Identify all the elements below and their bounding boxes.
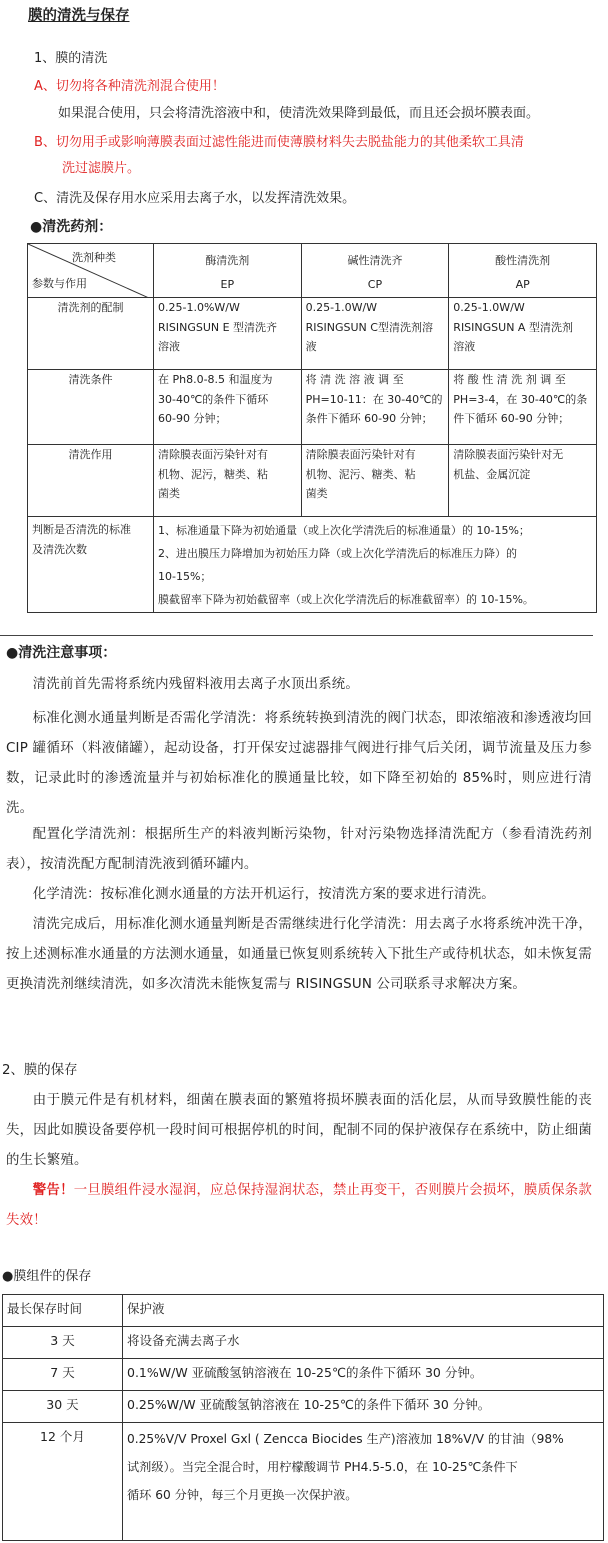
- table-header-row: [3, 1295, 604, 1327]
- note-paragraph: 标准化测水通量判断是否需化学清洗：将系统转换到清洗的阀门状态，即浓缩液和渗透液均回 CIP 罐循环（料液储罐），起动设备，打开保安过滤器排气阀进行排气后关闭，调节流量及压力参数，记录此时的渗透流量并与初始标准化的膜通量比较，如下降至初始的 85%时，则应进行清洗。: [6, 711, 592, 816]
- storage-solution: 将设备充满去离子水: [123, 1327, 604, 1359]
- table-cell: 在 Ph8.0-8.5 和温度为 30-40℃的条件下循环 60-90 分钟；: [153, 370, 301, 445]
- row-label: 清洗条件: [28, 370, 154, 445]
- warning-text: 一旦膜组件浸水湿润，应总保持湿润状态，禁止再变干，否则膜片会损坏，膜质保条款失效！: [6, 1183, 592, 1228]
- corner-bottom-label: 参数与作用: [32, 277, 87, 290]
- table-row: [3, 1391, 604, 1423]
- criteria-text: 1、标准通量下降为初始通量（或上次化学清洗后的标准通量）的 10-15%； 2、进出膜压力降增加为初始压力降（或上次化学清洗后的标准压力降）的 10-15%； 膜截留率下降为初始截留率（或上次化学清洗后的标准截留率）的 10-15%。: [153, 517, 596, 613]
- note-paragraph: 清洗前首先需将系统内残留料液用去离子水顶出系统。: [32, 677, 359, 692]
- criteria-row: [28, 517, 597, 613]
- note-paragraph: 化学清洗：按标准化测水通量的方法开机运行，按清洗方案的要求进行清洗。: [32, 887, 495, 902]
- column-header-ap: 酸性清洗剂 AP: [449, 244, 597, 298]
- table-cell: 0.25-1.0W/W RISINGSUN A 型清洗剂 溶液: [449, 298, 597, 370]
- table-cell: 清除膜表面污染针对有 机物、泥污，糖类、粘 菌类: [153, 445, 301, 517]
- doc-title: 膜的清洗与保存: [28, 8, 130, 24]
- table-corner-cell: [28, 244, 154, 298]
- table-row: [3, 1423, 604, 1541]
- table-cell: 将 酸 性 清 洗 剂 调 至 PH=3-4，在 30-40℃的条 件下循环 60-90 分钟；: [449, 370, 597, 445]
- table-row: [28, 445, 597, 517]
- storage-time: 30 天: [3, 1391, 123, 1423]
- corner-top-label: 洗剂种类: [72, 251, 116, 264]
- table-cell: 将 清 洗 溶 液 调 至 PH=10-11：在 30-40℃的 条件下循环 60-90 分钟；: [301, 370, 449, 445]
- storage-paragraph: 由于膜元件是有机材料，细菌在膜表面的繁殖将损坏膜表面的活化层，从而导致膜性能的丧失，因此如膜设备要停机一段时间可根据停机的时间，配制不同的保护液保存在系统中，防止细菌的生长繁殖。: [6, 1093, 592, 1168]
- criteria-label: 判断是否清洗的标准 及清洗次数: [28, 517, 154, 613]
- rule-a-note: 如果混合使用，只会将清洗溶液中和，使清洗效果降到最低，而且还会损坏膜表面。: [58, 106, 540, 121]
- section-2-heading: 2、膜的保存: [2, 1063, 78, 1078]
- section-1-heading: 1、膜的清洗: [34, 51, 108, 66]
- agents-heading: ●清洗药剂：: [30, 219, 113, 235]
- header-solution: 保护液: [123, 1295, 604, 1327]
- table-cell: 清除膜表面污染针对有 机物、泥污、糖类、粘 菌类: [301, 445, 449, 517]
- table-row: [28, 370, 597, 445]
- table-row: [3, 1327, 604, 1359]
- section-divider: [0, 635, 593, 636]
- column-header-ep: 酶清洗剂 EP: [153, 244, 301, 298]
- storage-time: 12 个月: [3, 1423, 123, 1541]
- warning-paragraph: [6, 1176, 592, 1236]
- table-cell: 0.25-1.0W/W RISINGSUN C型清洗剂溶 液: [301, 298, 449, 370]
- rule-b-line2: 洗过滤膜片。: [62, 161, 141, 176]
- table-cell: 清除膜表面污染针对无 机盐、金属沉淀: [449, 445, 597, 517]
- rule-a: A、切勿将各种清洗剂混合使用！: [34, 79, 225, 94]
- warning-label: 警告！: [32, 1183, 74, 1198]
- storage-solution: 0.25%V/V Proxel Gxl ( Zencca Biocides 生产)溶液加 18%V/V 的甘油（98% 试剂级）。当完全混合时，用柠檬酸调节 PH4.5-5.0，在 10-25℃条件下 循环 60 分钟，每三个月更换一次保护液。: [123, 1423, 604, 1541]
- storage-time: 7 天: [3, 1359, 123, 1391]
- column-header-cp: 碱性清洗齐 CP: [301, 244, 449, 298]
- storage-solution: 0.25%W/W 亚硫酸氢钠溶液在 10-25℃的条件下循环 30 分钟。: [123, 1391, 604, 1423]
- row-label: 清洗剂的配制: [28, 298, 154, 370]
- cleaning-agents-table: [27, 243, 597, 613]
- storage-table: [2, 1294, 604, 1541]
- note-paragraph: 配置化学清洗剂：根据所生产的料液判断污染物，针对污染物选择清洗配方（参看清洗药剂表），按清洗配方配制清洗液到循环罐内。: [6, 827, 592, 872]
- note-paragraph: 清洗完成后，用标准化测水通量判断是否需继续进行化学清洗：用去离子水将系统冲洗干净，按上述测标准水通量的方法测水通量，如通量已恢复则系统转入下批生产或待机状态，如未恢复需更换清洗剂继续清洗，如多次清洗未能恢复需与 RISINGSUN 公司联系寻求解决方案。: [6, 917, 592, 992]
- notes-heading: ●清洗注意事项：: [6, 645, 117, 661]
- table-row: [28, 298, 597, 370]
- storage-solution: 0.1%W/W 亚硫酸氢钠溶液在 10-25℃的条件下循环 30 分钟。: [123, 1359, 604, 1391]
- storage-heading: ●膜组件的保存: [2, 1269, 92, 1284]
- header-time: 最长保存时间: [3, 1295, 123, 1327]
- table-cell: 0.25-1.0%W/W RISINGSUN E 型清洗齐 溶液: [153, 298, 301, 370]
- table-row: [3, 1359, 604, 1391]
- row-label: 清洗作用: [28, 445, 154, 517]
- storage-time: 3 天: [3, 1327, 123, 1359]
- rule-b-line1: B、切勿用手或影响薄膜表面过滤性能进而使薄膜材料失去脱盐能力的其他柔软工具清: [34, 135, 524, 150]
- rule-c: C、清洗及保存用水应采用去离子水，以发挥清洗效果。: [34, 191, 356, 206]
